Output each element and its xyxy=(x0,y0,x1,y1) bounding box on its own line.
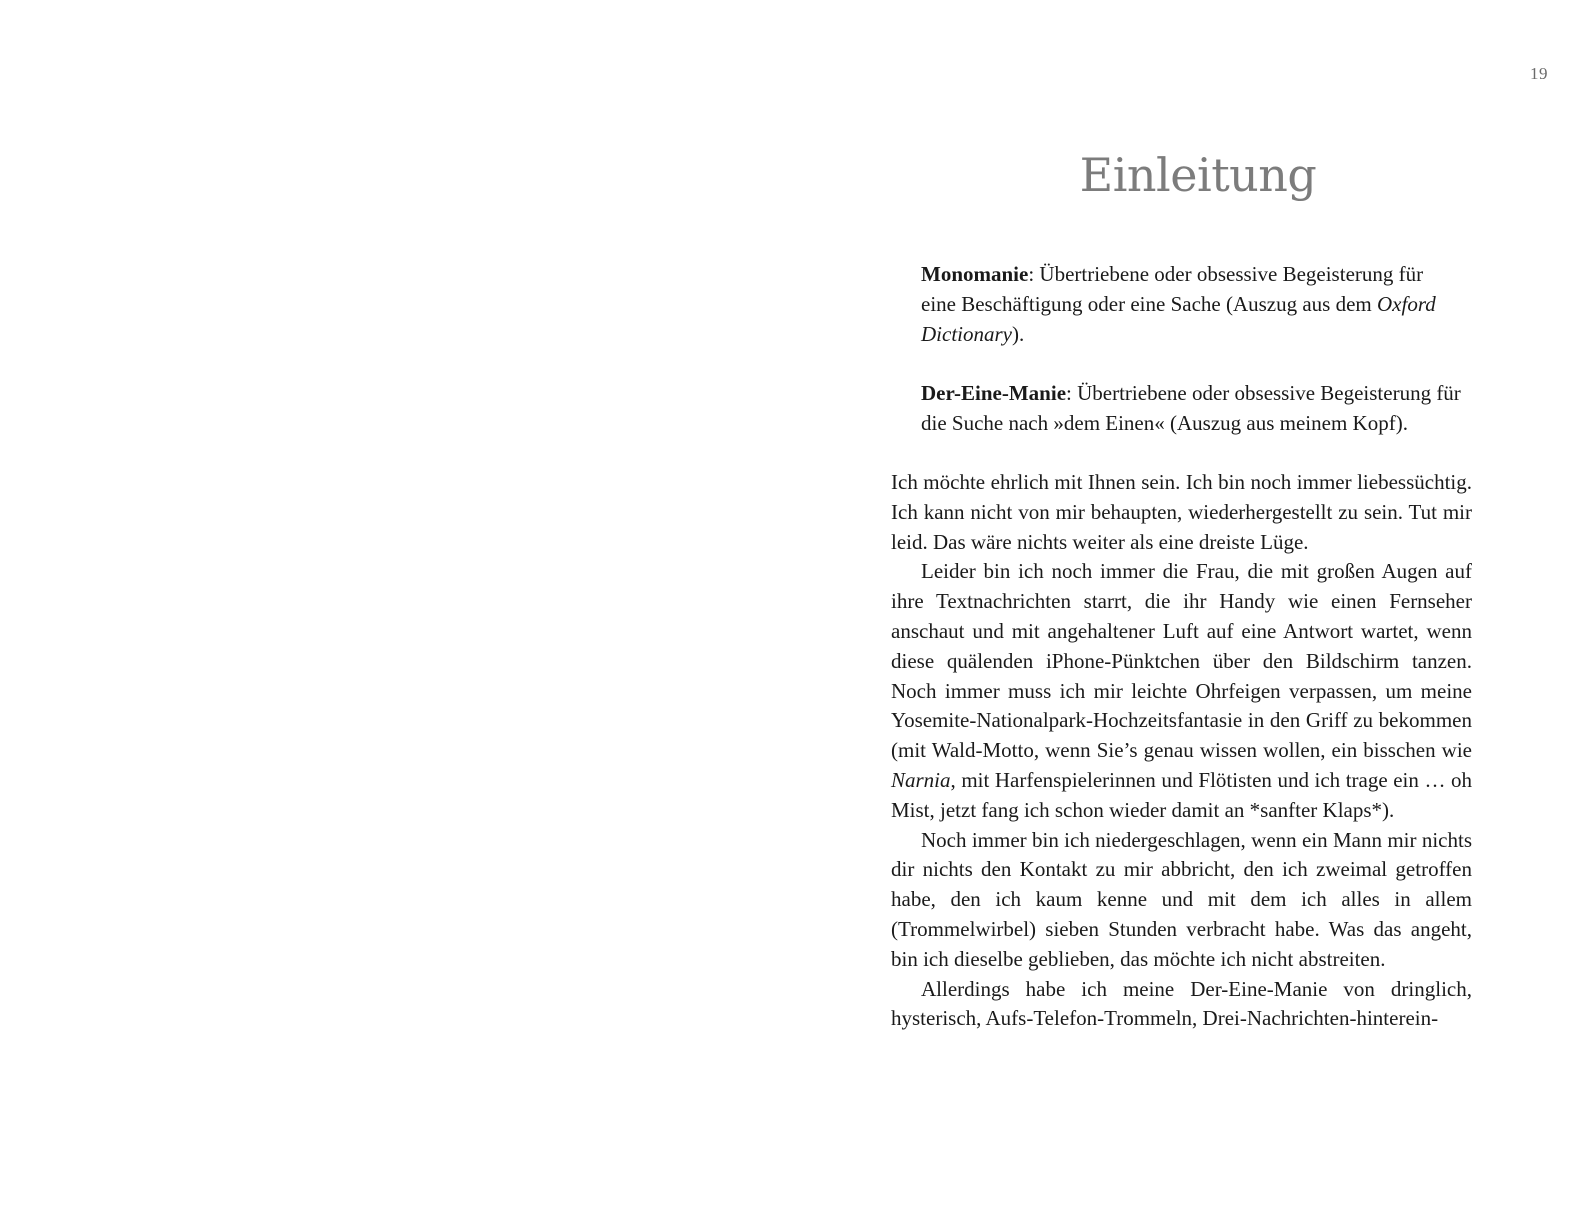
paragraph-1 xyxy=(891,468,1472,557)
definition-text-end: ). xyxy=(1011,321,1025,346)
definition-source-italic: Oxford Dictionary xyxy=(921,291,1436,346)
paragraph-4 xyxy=(891,975,1472,1035)
paragraph-text: Leider bin ich noch immer die Frau, die mit großen Augen auf ihre Textnachrichten starrt, die ihr Handy wie einen Fernseher anschaut und mit angehaltener Luft auf eine Antwort wartet, wenn diese quälenden iPhone-Pünktchen über den Bildschirm tanzen. Noch immer muss ich mir leichte Ohrfeigen verpassen, um meine Yosemite-Nationalpark-Hochzeitsfantasie in den Griff zu bekommen (mit Wald-Motto, wenn Sie’s genau wissen wollen, ein bisschen wie xyxy=(891,559,1472,763)
chapter-title: Einleitung xyxy=(1079,148,1317,202)
paragraph-italic: Narnia xyxy=(891,767,951,792)
definition-der-eine-manie xyxy=(921,379,1461,439)
paragraph-2 xyxy=(891,557,1472,825)
paragraph-text-end: , mit Harfenspielerinnen und Flötisten und ich trage ein … oh Mist, jetzt fang ich schon wieder damit an *sanfter Klaps*). xyxy=(891,767,1472,822)
paragraph-text: Allerdings habe ich meine Der-Eine-Manie von dringlich, hysterisch, Aufs-Telefon-Trommeln, Drei-Nachrichten-hinterein- xyxy=(891,976,1472,1031)
paragraph-text: Ich möchte ehrlich mit Ihnen sein. Ich bin noch immer liebessüchtig. Ich kann nicht von mir behaupten, wiederhergestellt zu sein. Tut mir leid. Das wäre nichts weiter als eine dreiste Lüge. xyxy=(891,470,1472,554)
definition-term: Monomanie xyxy=(921,262,1029,286)
definitions-block xyxy=(921,260,1461,469)
definition-text: : Übertriebene oder obsessive Begeisterung für die Suche nach »dem Einen« (Auszug aus meinem Kopf). xyxy=(921,381,1461,435)
paragraph-3 xyxy=(891,826,1472,975)
definition-monomanie xyxy=(921,260,1461,349)
page-number: 19 xyxy=(1530,64,1548,83)
right-page xyxy=(797,0,1594,1211)
definition-text: : Übertriebene oder obsessive Begeisterung für eine Beschäftigung oder eine Sache (Auszug aus dem xyxy=(921,262,1424,316)
body-text xyxy=(891,468,1472,1034)
gutter xyxy=(797,0,798,1211)
paragraph-text: Noch immer bin ich niedergeschlagen, wenn ein Mann mir nichts dir nichts den Kontakt zu mir abbricht, den ich zweimal getroffen habe, den ich kaum kenne und mit dem ich alles in allem (Trommelwirbel) sieben Stunden verbracht habe. Was das angeht, bin ich dieselbe geblieben, das möchte ich nicht abstreiten. xyxy=(891,827,1472,971)
definition-term: Der-Eine-Manie xyxy=(921,381,1067,406)
